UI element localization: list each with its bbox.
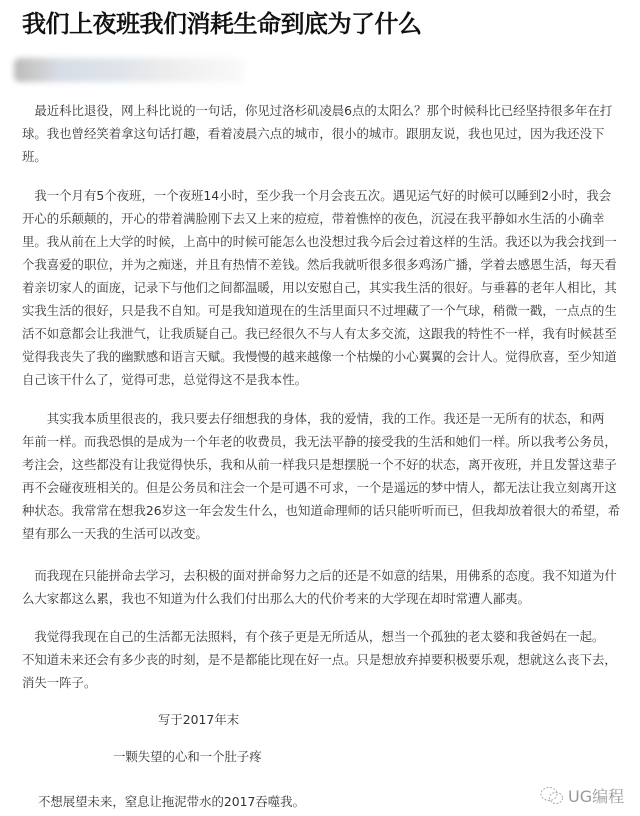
- paragraph-4: [22, 564, 632, 610]
- text-line: 活不如意都会让我泄气，让我质疑自己。我已经很久不与人有太多交流，这跟我的特性不一样，我有时候甚至: [22, 326, 617, 341]
- text-line: 而我现在只能拼命去学习，去积极的面对拼命努力之后的还是不如意的结果，用佛系的态度。我不知道为什: [22, 568, 617, 583]
- text-line: 个我喜爱的职位，并为之痴迷，并且有热情不差钱。然后我就听很多很多鸡汤广播，学着去感恩生活，每天看: [22, 257, 617, 272]
- text-line: 开心的乐颠颠的，开心的带着满脸刚下去又上来的痘痘，带着憔悴的夜色，沉浸在我平静如水生活的小确幸: [22, 211, 605, 226]
- text-line: 班。: [22, 149, 47, 164]
- text-line: 实我生活的很好，只是我不自知。可是我知道现在的生活里面只不过埋藏了一个气球，稍微一戳，一点点的生: [22, 303, 617, 318]
- closing-line: 不想展望未来，窒息让拖泥带水的2017吞噬我。: [38, 794, 305, 809]
- paragraph-5: [22, 625, 632, 694]
- sign-date: 写于2017年末: [158, 712, 240, 727]
- text-line: 里。我从前在上大学的时候，上高中的时候可能怎么也没想过我今后会过着这样的生活。我还以为我会找到一: [22, 234, 617, 249]
- article-title: 我们上夜班我们消耗生命到底为了什么: [22, 10, 422, 38]
- text-line: 我觉得我现在自己的生活都无法照料，有个孩子更是无所适从，想当一个孤独的老太婆和我爸妈在一起。: [22, 629, 605, 644]
- text-line: 么大家都这么累，我也不知道为什么我们付出那么大的代价考来的大学现在却时常遭人鄙夷。: [22, 591, 531, 606]
- blurred-author-info: [14, 58, 244, 82]
- text-line: 不知道未来还会有多少丧的时刻，是不是都能比现在好一点。只是想放弃掉要积极要乐观，想就这么丧下去，: [22, 652, 617, 667]
- text-line: 消失一阵子。: [22, 675, 97, 690]
- text-line: 考注会，这些都没有让我觉得快乐，我和从前一样我只是想摆脱一个不好的状态，离开夜班，并且发誓这辈子: [22, 457, 617, 472]
- text-line: 球。我也曾经笑着拿这句话打趣，看着凌晨六点的城市，很小的城市。跟朋友说，我也见过，因为我还没下: [22, 126, 605, 141]
- text-line: 种状态。我常常在想我26岁这一年会发生什么，也知道命理师的话只能听听而已，但我却放着很大的希望，希: [22, 503, 621, 518]
- watermark: [540, 784, 624, 807]
- text-line: 其实我本质里很丧的，我只要去仔细想我的身体，我的爱情，我的工作。我还是一无所有的状态，和两: [22, 411, 605, 426]
- text-line: 年前一样。而我恐惧的是成为一个年老的收费员，我无法平静的接受我的生活和她们一样。所以我考公务员，: [22, 434, 617, 449]
- watermark-text: UG编程: [568, 787, 625, 806]
- paragraph-1: [22, 99, 632, 168]
- text-line: 再不会碰夜班相关的。但是公务员和注会一个是可遇不可求，一个是遥远的梦中情人，都无法让我立刻离开这: [22, 480, 617, 495]
- wechat-icon: [540, 786, 564, 806]
- sign-name: 一颗失望的心和一个肚子疼: [113, 749, 262, 764]
- text-line: 自己该干什么了，觉得可悲，总觉得这不是我本性。: [22, 372, 307, 387]
- text-line: 望有那么一天我的生活可以改变。: [22, 526, 208, 541]
- text-line: 最近科比退役，网上科比说的一句话，你见过洛杉矶凌晨6点的太阳么？那个时候科比已经坚持很多年在打: [22, 103, 613, 118]
- text-line: 觉得我丧失了我的幽默感和语言天赋。我慢慢的越来越像一个枯燥的小心翼翼的会计人。觉得欣喜，至少知道: [22, 349, 617, 364]
- text-line: 着亲切家人的面庞，记录下与他们之间都温暖，用以安慰自己，其实我生活的很好。与垂暮的老年人相比，其: [22, 280, 617, 295]
- paragraph-2: [22, 184, 632, 391]
- paragraph-3: [22, 407, 632, 545]
- text-line: 我一个月有5个夜班，一个夜班14小时，至少我一个月会丧五次。遇见运气好的时候可以睡到2小时，我会: [22, 188, 612, 203]
